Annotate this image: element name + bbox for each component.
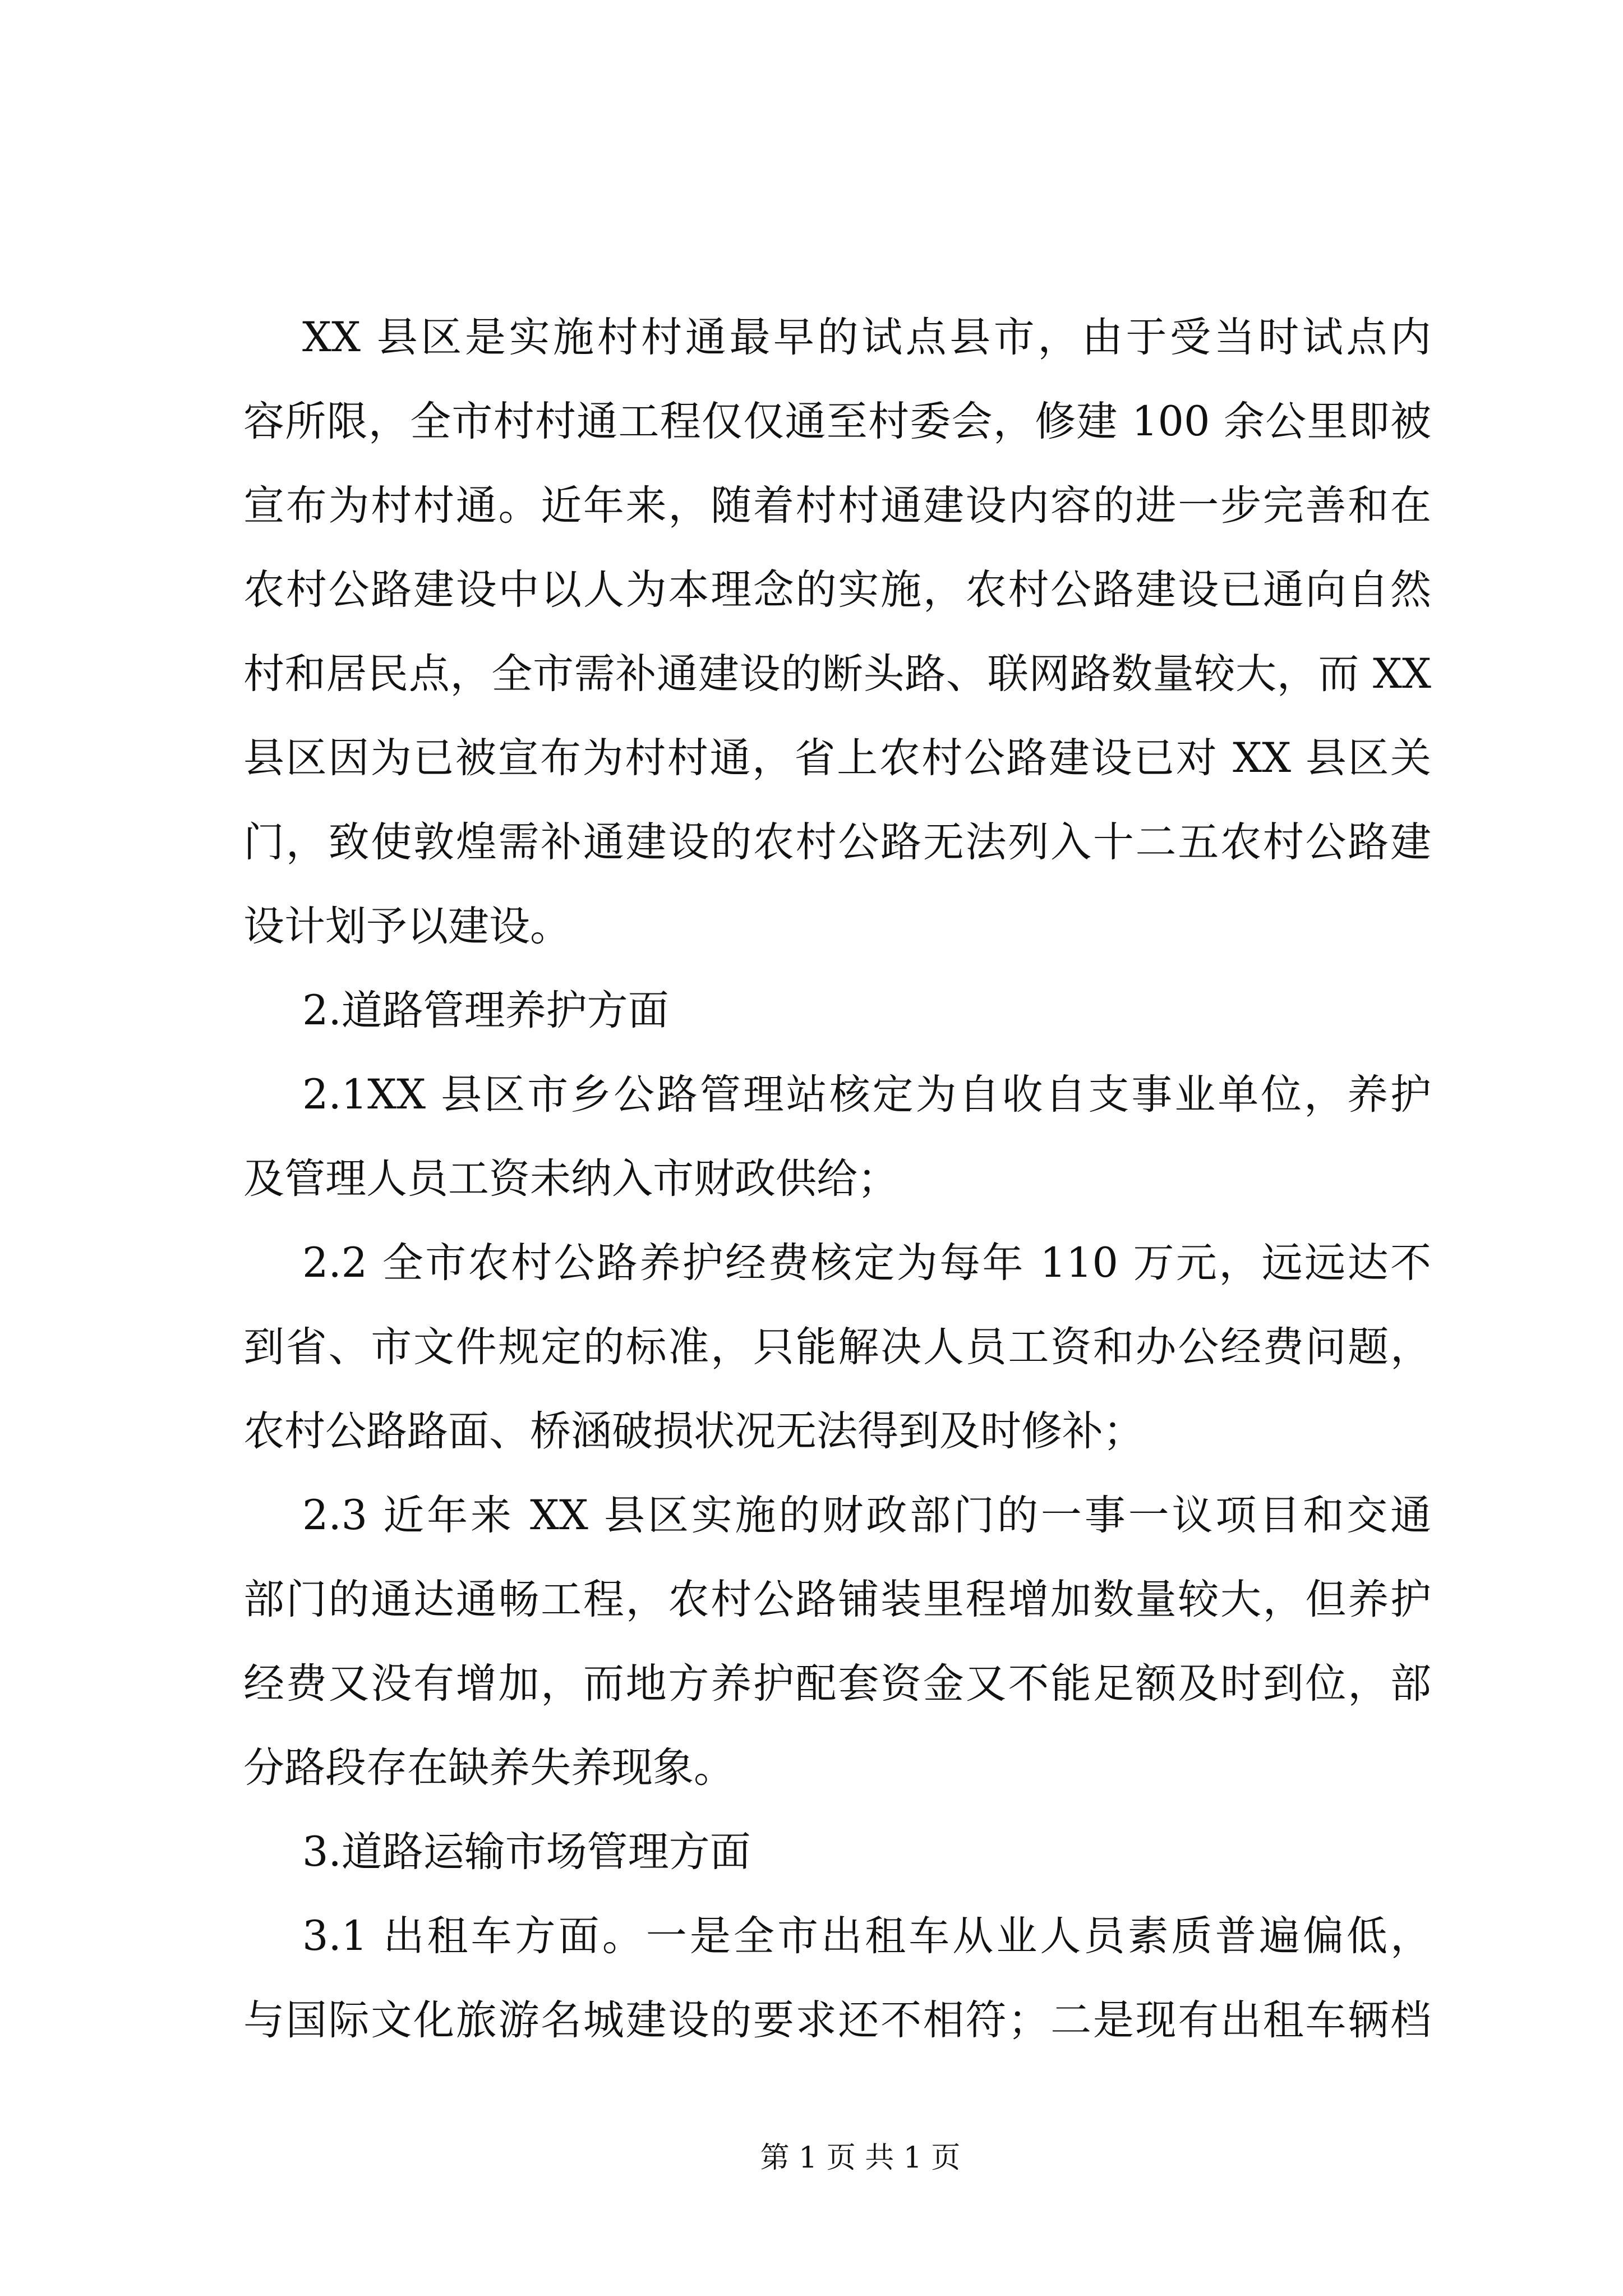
section-heading-text: 2.道路管理养护方面	[302, 987, 669, 1034]
text-line: 县区因为已被宣布为村村通，省上农村公路建设已对 XX 县区关	[243, 734, 1431, 782]
text-line: XX 县区是实施村村通最早的试点县市，由于受当时试点内	[302, 314, 1431, 361]
document-body	[243, 296, 1431, 2063]
text-line: 3.1 出租车方面。一是全市出租车从业人员素质普遍偏低，	[302, 1912, 1431, 1960]
text-line: 门，致使敦煌需补通建设的农村公路无法列入十二五农村公路建	[243, 818, 1431, 866]
section-heading	[243, 969, 1431, 1053]
paragraph	[243, 1894, 1431, 2063]
paragraph	[243, 1221, 1431, 1474]
paragraph	[243, 1474, 1431, 1810]
text-line: 经费又没有增加，而地方养护配套资金又不能足额及时到位，部	[243, 1660, 1431, 1708]
paragraph	[243, 296, 1431, 969]
text-line: 2.3 近年来 XX 县区实施的财政部门的一事一议项目和交通	[302, 1492, 1431, 1539]
text-line: 村和居民点，全市需补通建设的断头路、联网路数量较大，而 XX	[243, 650, 1431, 698]
text-line: 及管理人员工资未纳入市财政供给；	[243, 1155, 898, 1203]
text-line: 容所限，全市村村通工程仅仅通至村委会，修建 100 余公里即被	[243, 398, 1431, 445]
text-line: 农村公路路面、桥涵破损状况无法得到及时修补；	[243, 1407, 1144, 1455]
section-heading	[243, 1810, 1431, 1894]
text-line: 分路段存在缺养失养现象。	[243, 1744, 735, 1792]
paragraph	[243, 1053, 1431, 1221]
section-heading-text: 3.道路运输市场管理方面	[302, 1828, 751, 1876]
text-line: 宣布为村村通。近年来，随着村村通建设内容的进一步完善和在	[243, 482, 1431, 530]
page-footer: 第 1 页 共 1 页	[760, 2141, 961, 2175]
text-line: 与国际文化旅游名城建设的要求还不相符；二是现有出租车辆档	[243, 1996, 1431, 2044]
text-line: 设计划予以建设。	[243, 903, 571, 950]
text-line: 2.2 全市农村公路养护经费核定为每年 110 万元，远远达不	[302, 1239, 1431, 1287]
text-line: 到省、市文件规定的标准，只能解决人员工资和办公经费问题，	[243, 1323, 1431, 1371]
text-line: 2.1XX 县区市乡公路管理站核定为自收自支事业单位，养护	[302, 1071, 1431, 1119]
text-line: 农村公路建设中以人为本理念的实施，农村公路建设已通向自然	[243, 566, 1431, 614]
text-line: 部门的通达通畅工程，农村公路铺装里程增加数量较大，但养护	[243, 1576, 1431, 1623]
